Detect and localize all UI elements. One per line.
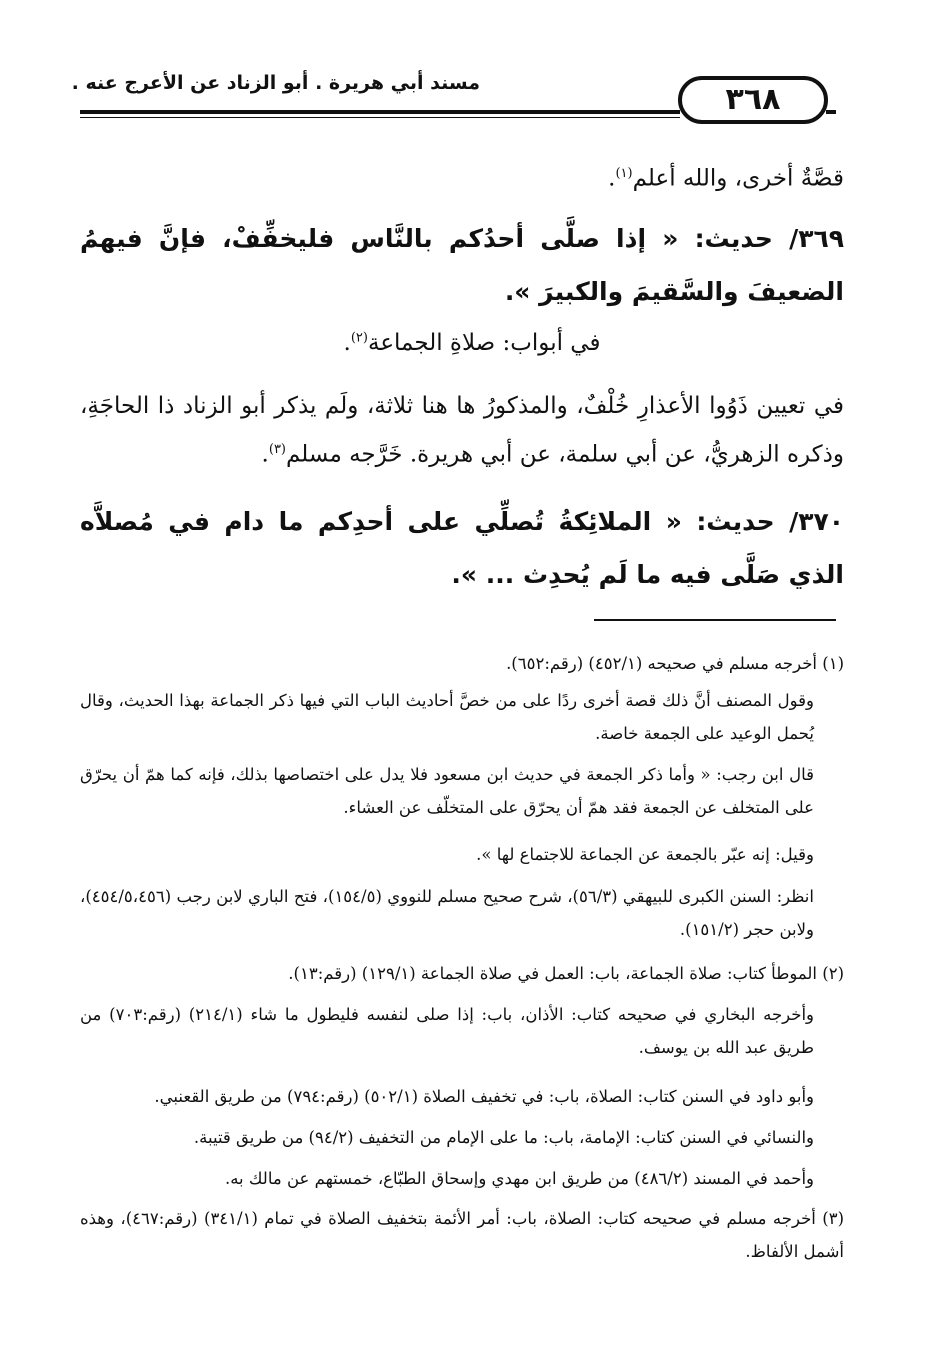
header-rule-thin bbox=[80, 117, 680, 118]
footnote-ref-1: (١) bbox=[615, 166, 633, 181]
footnote-ref-2: (٢) bbox=[350, 330, 368, 346]
hadith-369-number: ٣٦٩/ bbox=[789, 224, 844, 253]
footnote: والنسائي في السنن كتاب: الإمامة، باب: ما على الإمام من التخفيف (٩٤/٢) من طريق قتيبة. bbox=[193, 1128, 814, 1147]
hadith-370-number: ٣٧٠/ bbox=[789, 507, 844, 536]
footnote: وقيل: إنه عبّر بالجمعة عن الجماعة للاجتماع لها ». bbox=[476, 845, 814, 864]
continuation-text: قصَّةٌ أخرى، والله أعلم bbox=[632, 165, 844, 192]
header-rule-end bbox=[826, 110, 836, 114]
hadith-369-text: « إذا صلَّى أحدُكم بالنَّاس فليخفِّفْ، فإنَّ فيهمُ الضعيفَ والسَّقيمَ والكبيرَ ». bbox=[80, 224, 844, 306]
footnote-ref-3: (٣) bbox=[268, 442, 286, 457]
footnote: (٣) أخرجه مسلم في صحيحه كتاب: الصلاة، باب: أمر الأئمة بتخفيف الصلاة في تمام (٣٤١/١) (رقم:٤٦٧)، وهذه أشمل الألفاظ. bbox=[80, 1209, 845, 1261]
commentary-text: في تعيين ذَوُوا الأعذارِ خُلْفٌ، والمذكورُ ها هنا ثلاثة، ولَم يذكر أبو الزناد ذا الحاجَةِ، وذكره الزهريُّ، عن أبي سلمة، عن أبي هريرة. خَرَّجه مسلم bbox=[80, 393, 844, 468]
running-header-title: مسند أبي هريرة . أبو الزناد عن الأعرج عنه . bbox=[71, 72, 480, 94]
hadith-370-text: « الملائِكةُ تُصلِّي على أحدِكم ما دام في مُصلاَّه الذي صَلَّى فيه ما لَم يُحدِث ... ». bbox=[80, 507, 844, 589]
footnote: وأبو داود في السنن كتاب: الصلاة، باب: في تخفيف الصلاة (٥٠٢/١) (رقم:٧٩٤) من طريق القعنبي. bbox=[154, 1087, 814, 1106]
header-rule bbox=[80, 110, 680, 114]
chapter-line: في أبواب: صلاةِ الجماعة$^{(٢)}$. bbox=[343, 330, 601, 356]
footnote: وقول المصنف أنَّ ذلك قصة أخرى ردًا على من خصَّ أحاديث الباب التي فيها ذكر الجماعة بهذا الحديث، وقال يُحمل الوعيد على الجمعة خاصة. bbox=[80, 691, 814, 743]
hadith-369 bbox=[80, 212, 844, 318]
commentary-paragraph: في تعيين ذَوُوا الأعذارِ خُلْفٌ، والمذكورُ ها هنا ثلاثة، ولَم يذكر أبو الزناد ذا الحاجَةِ، وذكره الزهريُّ، عن أبي سلمة، عن أبي هريرة. خَرَّجه مسلم$^{(٣)}$. bbox=[80, 393, 844, 468]
footnote: (٢) الموطأ كتاب: صلاة الجماعة، باب: العمل في صلاة الجماعة (١٢٩/١) (رقم:١٣). bbox=[288, 964, 844, 983]
chapter-text: في أبواب: صلاةِ الجماعة bbox=[367, 330, 601, 356]
footnote: قال ابن رجب: « وأما ذكر الجمعة في حديث ابن مسعود فلا يدل على اختصاصها بذلك، فإنه كما همّ أن يحرّق على المتخلف عن الجمعة فقد همّ أن يحرّق على المتخلّف عن العشاء. bbox=[80, 765, 814, 817]
hadith-370-keyword: حديث: bbox=[696, 507, 775, 536]
footnote: وأحمد في المسند (٤٨٦/٢) من طريق ابن مهدي وإسحاق الطبّاع، خمستهم عن مالك به. bbox=[224, 1169, 814, 1188]
footnote: وأخرجه البخاري في صحيحه كتاب: الأذان، باب: إذا صلى لنفسه فليطول ما شاء (٢١٤/١) (رقم:٧٠٣) من طريق عبد الله بن يوسف. bbox=[80, 1005, 815, 1057]
hadith-370 bbox=[80, 495, 844, 601]
footnote: انظر: السنن الكبرى للبيهقي (٥٦/٣)، شرح صحيح مسلم للنووي (١٥٤/٥)، فتح الباري لابن رجب (٤٥٤/٥،٤٥٦)، ولابن حجر (١٥١/٢). bbox=[80, 887, 814, 939]
hadith-369-keyword: حديث: bbox=[694, 224, 773, 253]
page-number: ٣٦٨ bbox=[678, 76, 828, 124]
continuation-line: قصَّةٌ أخرى، والله أعلم$^{(١)}$. bbox=[608, 165, 844, 192]
footnote-separator bbox=[594, 619, 836, 621]
footnote: (١) أخرجه مسلم في صحيحه (٤٥٢/١) (رقم:٦٥٢). bbox=[506, 654, 844, 673]
